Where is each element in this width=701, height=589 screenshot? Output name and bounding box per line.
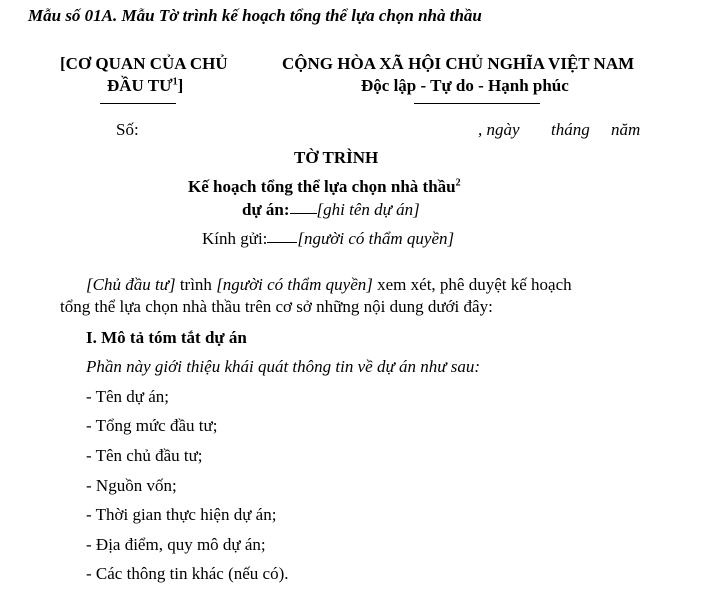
intro-owner: [Chủ đầu tư]	[86, 275, 176, 294]
date-year-label: năm	[611, 120, 641, 139]
list-item: - Địa điểm, quy mô dự án;	[86, 535, 266, 554]
recipient-label: Kính gửi:	[202, 229, 268, 248]
agency-underline	[100, 103, 176, 104]
section-1-lead: Phần này giới thiệu khái quát thông tin về dự án như sau:	[86, 357, 481, 376]
list-item: - Tổng mức đầu tư;	[86, 416, 218, 435]
document-number-label: Số:	[116, 120, 139, 139]
list-item: - Tên dự án;	[86, 387, 170, 406]
project-blank	[290, 212, 317, 214]
agency-line-2-text: ĐẦU TƯ	[107, 76, 173, 95]
document-title: TỜ TRÌNH	[294, 148, 379, 167]
national-motto: Độc lập - Tự do - Hạnh phúc	[361, 76, 569, 95]
footnote-ref-2: 2	[455, 177, 461, 189]
form-title: Mẫu số 01A. Mẫu Tờ trình kế hoạch tổng thể lựa chọn nhà thầu	[28, 6, 482, 25]
agency-line-1: [CƠ QUAN CỦA CHỦ	[60, 54, 228, 73]
intro-text-1: trình	[175, 275, 217, 294]
date-month-label: tháng	[551, 120, 590, 139]
agency-line-2	[107, 76, 183, 96]
list-item: - Nguồn vốn;	[86, 476, 177, 495]
intro-authority: [người có thẩm quyền]	[216, 275, 373, 294]
subtitle-text: Kế hoạch tổng thể lựa chọn nhà thầu	[188, 177, 456, 196]
section-1-heading: I. Mô tả tóm tắt dự án	[86, 328, 247, 347]
project-label: dự án:	[242, 200, 290, 219]
recipient-placeholder: [người có thẩm quyền]	[297, 229, 455, 248]
document-subtitle	[188, 177, 461, 197]
motto-underline	[414, 103, 540, 104]
country-name: CỘNG HÒA XÃ HỘI CHỦ NGHĨA VIỆT NAM	[282, 54, 635, 73]
recipient-blank	[267, 241, 297, 243]
project-line	[242, 200, 420, 220]
intro-line-1	[86, 275, 642, 295]
list-item: - Tên chủ đầu tư;	[86, 446, 203, 465]
intro-line-2: tổng thể lựa chọn nhà thầu trên cơ sở những nội dung dưới đây:	[60, 297, 493, 316]
list-item: - Các thông tin khác (nếu có).	[86, 564, 289, 583]
recipient-line	[202, 229, 454, 249]
agency-close-bracket: ]	[177, 76, 184, 95]
intro-text-2: xem xét, phê duyệt kế hoạch	[372, 275, 572, 294]
list-item: - Thời gian thực hiện dự án;	[86, 505, 277, 524]
project-placeholder: [ghi tên dự án]	[316, 200, 420, 219]
date-day-label: , ngày	[478, 120, 520, 139]
footnote-ref-1: 1	[172, 76, 178, 88]
